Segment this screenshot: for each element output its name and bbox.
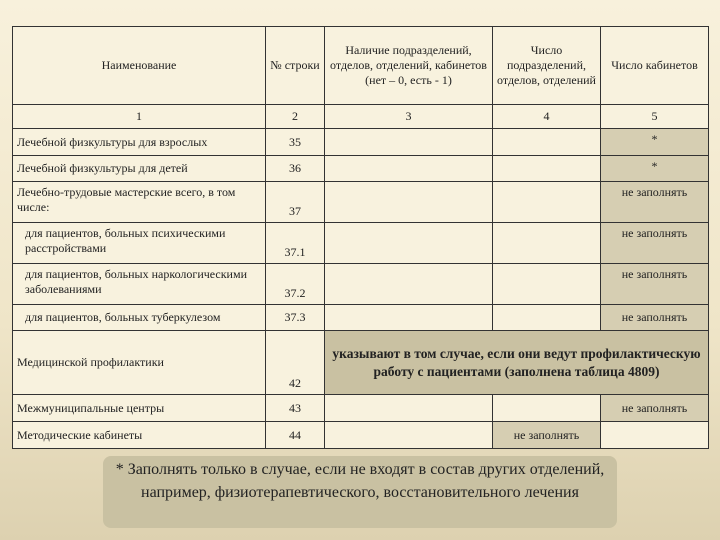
row-name: Лечебно-трудовые мастерские всего, в том числе:: [13, 182, 266, 223]
row-name: для пациентов, больных психическими расстройствами: [13, 223, 266, 264]
subdiv-cell[interactable]: [493, 264, 601, 305]
table-row: [13, 129, 709, 156]
footnote: * Заполнять только в случае, если не входят в состав других отделений, например, физиотерапевтического, восстановительного лечения: [103, 456, 617, 528]
row-no: 36: [266, 156, 325, 182]
row-no: 42: [266, 331, 325, 395]
row-name: Межмуниципальные центры: [13, 395, 266, 422]
subdiv-cell[interactable]: [493, 182, 601, 223]
table-row: [13, 305, 709, 331]
cabinet-cell: не заполнять: [601, 223, 709, 264]
row-no: 43: [266, 395, 325, 422]
table-row: [13, 264, 709, 305]
subdiv-cell[interactable]: [493, 223, 601, 264]
subdiv-cell[interactable]: [493, 129, 601, 156]
col-number: 3: [325, 105, 493, 129]
presence-cell[interactable]: [325, 264, 493, 305]
table-row: [13, 156, 709, 182]
row-no: 37.3: [266, 305, 325, 331]
table-row: [13, 422, 709, 449]
header-row-no: № строки: [266, 27, 325, 105]
cabinet-cell: не заполнять: [601, 182, 709, 223]
subdiv-cell[interactable]: [493, 395, 601, 422]
presence-cell[interactable]: [325, 156, 493, 182]
col-number: 4: [493, 105, 601, 129]
header-presence: Наличие подразделений, отделов, отделений, кабинетов (нет – 0, есть - 1): [325, 27, 493, 105]
presence-cell[interactable]: [325, 305, 493, 331]
row-no: 37: [266, 182, 325, 223]
table-row: [13, 395, 709, 422]
row-name: для пациентов, больных туберкулезом: [13, 305, 266, 331]
presence-cell[interactable]: [325, 395, 493, 422]
col-number: 5: [601, 105, 709, 129]
note-cell: указывают в том случае, если они ведут профилактическую работу с пациентами (заполнена таблица 4809): [325, 331, 709, 395]
cabinet-cell[interactable]: [601, 422, 709, 449]
col-number: 1: [13, 105, 266, 129]
table-row: [13, 331, 709, 395]
row-name: Медицинской профилактики: [13, 331, 266, 395]
cabinet-cell: не заполнять: [601, 305, 709, 331]
header-cabinet-count: Число кабинетов: [601, 27, 709, 105]
column-number-row: [13, 105, 709, 129]
row-no: 44: [266, 422, 325, 449]
presence-cell[interactable]: [325, 223, 493, 264]
row-name: Лечебной физкультуры для детей: [13, 156, 266, 182]
header-row: [13, 27, 709, 105]
form-table: [12, 26, 709, 449]
presence-cell[interactable]: [325, 422, 493, 449]
cabinet-cell: не заполнять: [601, 395, 709, 422]
subdiv-cell[interactable]: [493, 305, 601, 331]
presence-cell[interactable]: [325, 182, 493, 223]
row-no: 37.2: [266, 264, 325, 305]
header-name: Наименование: [13, 27, 266, 105]
table-row: [13, 223, 709, 264]
row-name: для пациентов, больных наркологическими заболеваниями: [13, 264, 266, 305]
col-number: 2: [266, 105, 325, 129]
subdiv-cell: не заполнять: [493, 422, 601, 449]
table-row: [13, 182, 709, 223]
row-no: 37.1: [266, 223, 325, 264]
cabinet-cell: не заполнять: [601, 264, 709, 305]
header-subdiv-count: Число подразделений, отделов, отделений: [493, 27, 601, 105]
presence-cell[interactable]: [325, 129, 493, 156]
row-no: 35: [266, 129, 325, 156]
cabinet-cell: *: [601, 129, 709, 156]
subdiv-cell[interactable]: [493, 156, 601, 182]
row-name: Лечебной физкультуры для взрослых: [13, 129, 266, 156]
row-name: Методические кабинеты: [13, 422, 266, 449]
cabinet-cell: *: [601, 156, 709, 182]
